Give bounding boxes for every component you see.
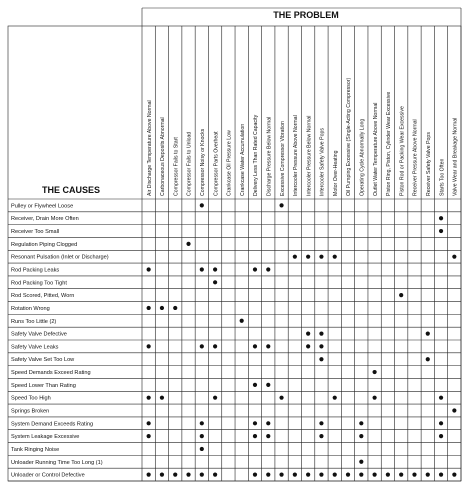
mark-dot bbox=[200, 344, 204, 348]
cause-label: Receiver Too Small bbox=[11, 229, 60, 236]
problem-label: Crankcase Water Accumulation bbox=[239, 123, 246, 196]
cause-label: Runs Too Little (2) bbox=[11, 318, 57, 325]
problem-label: Receiver Safety Valve Pops bbox=[425, 132, 432, 196]
cause-label: Rod Packing Too Tight bbox=[11, 280, 67, 287]
cause-label: Resonant Pulsation (Inlet or Discharge) bbox=[11, 254, 109, 261]
problem-label: Motor Over-Heating bbox=[332, 150, 339, 196]
mark-dot bbox=[147, 421, 151, 425]
mark-dot bbox=[200, 472, 204, 476]
cause-label: Pulley or Flywheel Loose bbox=[11, 203, 74, 210]
mark-dot bbox=[319, 357, 323, 361]
mark-dot bbox=[439, 434, 443, 438]
mark-dot bbox=[200, 421, 204, 425]
cause-rows bbox=[11, 203, 109, 478]
problem-label: Intercooler Pressure Below Normal bbox=[306, 115, 313, 196]
mark-dot bbox=[266, 344, 270, 348]
mark-dot bbox=[213, 472, 217, 476]
mark-dot bbox=[359, 434, 363, 438]
problem-headers bbox=[147, 78, 459, 196]
cause-label: Springs Broken bbox=[11, 408, 50, 415]
mark-dot bbox=[359, 460, 363, 464]
cause-label: System Demand Exceeds Rating bbox=[11, 421, 94, 428]
mark-dot bbox=[279, 203, 283, 207]
causes-heading: THE CAUSES bbox=[41, 185, 101, 195]
problem-label: Valve Wear and Breakage Normal bbox=[452, 117, 459, 196]
cause-label: Regulation Piping Clogged bbox=[11, 241, 78, 248]
problem-label: Operating Cycle Abnormally Long bbox=[359, 118, 366, 196]
mark-dot bbox=[306, 255, 310, 259]
mark-dot bbox=[160, 306, 164, 310]
mark-dot bbox=[147, 434, 151, 438]
mark-dot bbox=[319, 344, 323, 348]
mark-dot bbox=[253, 434, 257, 438]
mark-dot bbox=[173, 472, 177, 476]
problem-label: Discharge Pressure Below Normal bbox=[266, 116, 273, 196]
mark-dot bbox=[319, 331, 323, 335]
mark-dot bbox=[373, 370, 377, 374]
problem-label: Compressor Parts Overheat bbox=[213, 131, 220, 196]
mark-dot bbox=[279, 472, 283, 476]
mark-dot bbox=[439, 421, 443, 425]
mark-dot bbox=[147, 306, 151, 310]
mark-dot bbox=[253, 472, 257, 476]
problem-label: Intercooler Safety Valve Pops bbox=[319, 128, 326, 196]
mark-dot bbox=[147, 344, 151, 348]
cause-label: Tank Ringing Noise bbox=[11, 446, 60, 453]
mark-dot bbox=[426, 331, 430, 335]
cause-label: Rotation Wrong bbox=[11, 305, 50, 312]
mark-dot bbox=[186, 242, 190, 246]
problem-label: Starts Too Often bbox=[439, 158, 446, 196]
problem-label: Excessive Compressor Vibration bbox=[279, 121, 286, 196]
mark-dot bbox=[213, 280, 217, 284]
problem-label: Receiver Pressure Above Normal bbox=[412, 119, 419, 196]
problem-label: Compressor Fails to Unload bbox=[186, 131, 193, 196]
mark-dot bbox=[319, 472, 323, 476]
mark-dot bbox=[373, 472, 377, 476]
mark-dot bbox=[266, 472, 270, 476]
cause-label: Receiver, Drain More Often bbox=[11, 216, 79, 223]
mark-dot bbox=[253, 344, 257, 348]
mark-dot bbox=[439, 472, 443, 476]
mark-dot bbox=[200, 434, 204, 438]
mark-dot bbox=[452, 408, 456, 412]
mark-dot bbox=[266, 434, 270, 438]
problem-label: Delivery Less Than Rated Capacity bbox=[253, 114, 260, 196]
mark-dot bbox=[213, 344, 217, 348]
mark-dot bbox=[439, 229, 443, 233]
mark-dot bbox=[200, 447, 204, 451]
problem-label: Piston Ring, Piston, Cylinder Wear Excessive bbox=[386, 91, 393, 196]
mark-dot bbox=[359, 472, 363, 476]
mark-dot bbox=[452, 255, 456, 259]
mark-dot bbox=[439, 216, 443, 220]
problem-label: Compressor Noisy or Knocks bbox=[200, 128, 207, 196]
mark-dot bbox=[346, 472, 350, 476]
mark-dot bbox=[293, 472, 297, 476]
problem-label: Air Discharge Temperature Above Normal bbox=[146, 100, 153, 196]
mark-dot bbox=[373, 396, 377, 400]
mark-dot bbox=[253, 267, 257, 271]
mark-dot bbox=[386, 472, 390, 476]
problem-label: Carbonaceous Deposits Abnormal bbox=[160, 117, 167, 196]
mark-dot bbox=[200, 203, 204, 207]
mark-dot bbox=[399, 472, 403, 476]
problem-label: Compressor Fails to Start bbox=[173, 137, 180, 196]
cause-label: Speed Demands Exceed Rating bbox=[11, 370, 91, 377]
mark-dot bbox=[266, 267, 270, 271]
problem-label: Oil Pumping Excessive (Single-Acting Compressor) bbox=[346, 77, 353, 196]
mark-dot bbox=[147, 267, 151, 271]
mark-dot bbox=[293, 255, 297, 259]
mark-dot bbox=[213, 396, 217, 400]
mark-dot bbox=[173, 306, 177, 310]
mark-dot bbox=[266, 421, 270, 425]
mark-dot bbox=[213, 267, 217, 271]
mark-dot bbox=[253, 383, 257, 387]
mark-dot bbox=[319, 255, 323, 259]
mark-dot bbox=[426, 357, 430, 361]
mark-dot bbox=[147, 396, 151, 400]
mark-dot bbox=[333, 472, 337, 476]
cause-label: Rod Packing Leaks bbox=[11, 267, 60, 274]
mark-dot bbox=[240, 319, 244, 323]
cause-label: System Leakage Excessive bbox=[11, 434, 80, 441]
mark-dot bbox=[279, 396, 283, 400]
mark-dot bbox=[426, 472, 430, 476]
mark-dot bbox=[412, 472, 416, 476]
mark-dot bbox=[266, 383, 270, 387]
cause-label: Speed Lower Than Rating bbox=[11, 382, 76, 389]
mark-dot bbox=[306, 472, 310, 476]
mark-dot bbox=[306, 331, 310, 335]
mark-dot bbox=[333, 396, 337, 400]
cause-label: Safety Valve Defective bbox=[11, 331, 67, 338]
cause-label: Unloader Running Time Too Long (1) bbox=[11, 459, 103, 466]
mark-dot bbox=[399, 293, 403, 297]
cause-label: Safety Valve Set Too Low bbox=[11, 357, 75, 364]
cause-label: Rod Scored, Pitted, Worn bbox=[11, 293, 75, 300]
mark-dot bbox=[186, 472, 190, 476]
cause-label: Safety Valve Leaks bbox=[11, 344, 59, 351]
mark-dot bbox=[333, 255, 337, 259]
mark-dot bbox=[319, 434, 323, 438]
problem-label: Intercooler Pressure Above Normal bbox=[293, 115, 300, 196]
mark-dot bbox=[160, 472, 164, 476]
mark-dot bbox=[200, 267, 204, 271]
problem-heading: THE PROBLEM bbox=[273, 10, 339, 20]
mark-dot bbox=[147, 472, 151, 476]
mark-dot bbox=[306, 344, 310, 348]
mark-dot bbox=[160, 396, 164, 400]
mark-dot bbox=[319, 421, 323, 425]
mark-dot bbox=[452, 472, 456, 476]
grid-frame bbox=[8, 26, 461, 481]
mark-dot bbox=[359, 421, 363, 425]
mark-dot bbox=[253, 421, 257, 425]
cause-label: Unloader or Control Defective bbox=[11, 472, 85, 479]
cause-label: Speed Too High bbox=[11, 395, 51, 402]
mark-dot bbox=[439, 396, 443, 400]
problem-label: Outlet Water Temperature Above Normal bbox=[372, 102, 379, 196]
problem-label: Piston Rod or Packing Wear Excessive bbox=[399, 106, 406, 196]
problem-label: Crankcase Oil Pressure Low bbox=[226, 130, 233, 196]
